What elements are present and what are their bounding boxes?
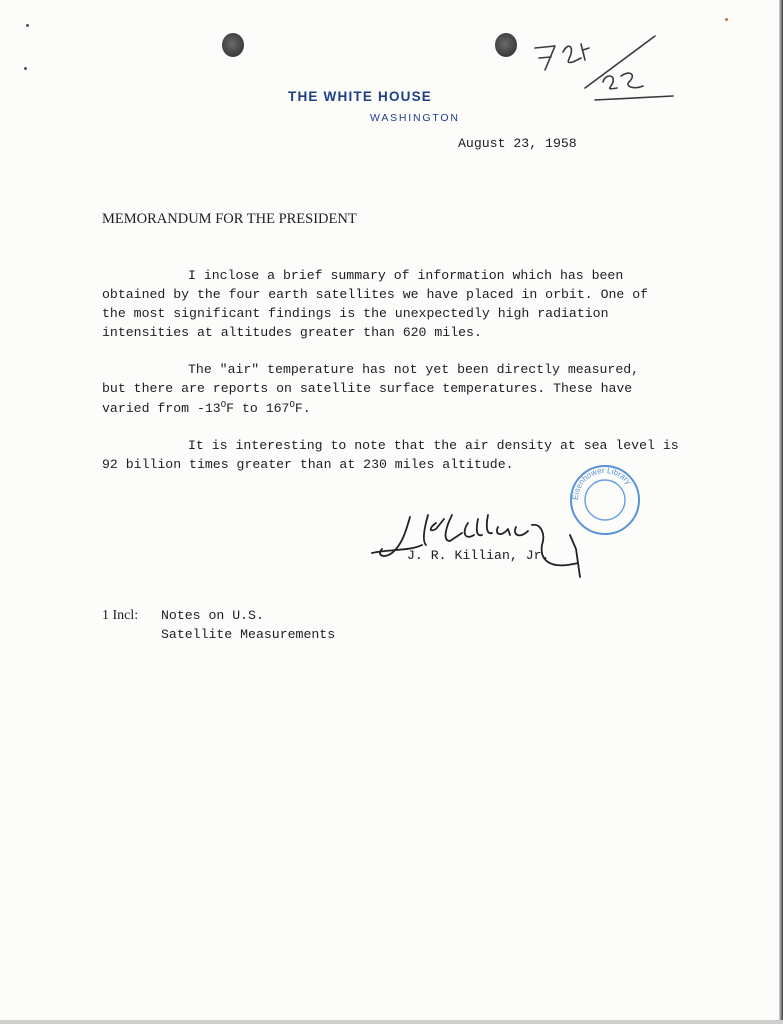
paragraph-1-line-2: obtained by the four earth satellites we have placed in orbit. One of xyxy=(102,287,649,302)
letterhead-title: THE WHITE HOUSE xyxy=(288,89,433,104)
paragraph-1-line-4: intensities at altitudes greater than 620 miles. xyxy=(102,325,482,340)
paper-speck xyxy=(26,24,29,27)
memo-heading: MEMORANDUM FOR THE PRESIDENT xyxy=(102,211,357,227)
paragraph-1-line-1: I inclose a brief summary of information which has been xyxy=(188,268,624,283)
temperature-prefix: varied from -13 xyxy=(102,401,221,416)
paragraph-2-line-1: The "air" temperature has not yet been directly measured, xyxy=(188,362,640,377)
enclosure-line-1: Notes on U.S. xyxy=(161,608,264,623)
punch-hole-left xyxy=(222,33,244,57)
paragraph-2-line-3 xyxy=(102,400,311,416)
stamp-text: Eisenhower Library xyxy=(570,465,633,501)
degree-mark: O xyxy=(220,400,227,410)
typed-signature-name: J. R. Killian, Jr. xyxy=(407,548,550,563)
letterhead-city: WASHINGTON xyxy=(370,112,460,124)
paragraph-2-line-2: but there are reports on satellite surface temperatures. These have xyxy=(102,381,633,396)
handwritten-signature xyxy=(370,505,600,585)
page-bottom-edge xyxy=(0,1020,783,1024)
paper-speck xyxy=(725,18,728,21)
memo-date: August 23, 1958 xyxy=(458,136,577,151)
enclosure-line-2: Satellite Measurements xyxy=(161,627,336,642)
temperature-middle: F to 167 xyxy=(226,401,290,416)
handwritten-date-note xyxy=(525,30,675,105)
punch-hole-right xyxy=(495,33,517,57)
paragraph-3-line-1: It is interesting to note that the air density at sea level is xyxy=(188,438,679,453)
page-edge-shadow xyxy=(779,0,783,1024)
temperature-suffix: F. xyxy=(294,401,311,416)
paper-speck xyxy=(24,67,27,70)
paragraph-1-line-3: the most significant findings is the unexpectedly high radiation xyxy=(102,306,609,321)
enclosure-label: 1 Incl: xyxy=(102,608,139,623)
paragraph-3-line-2: 92 billion times greater than at 230 miles altitude. xyxy=(102,457,514,472)
degree-mark: O xyxy=(289,400,295,410)
